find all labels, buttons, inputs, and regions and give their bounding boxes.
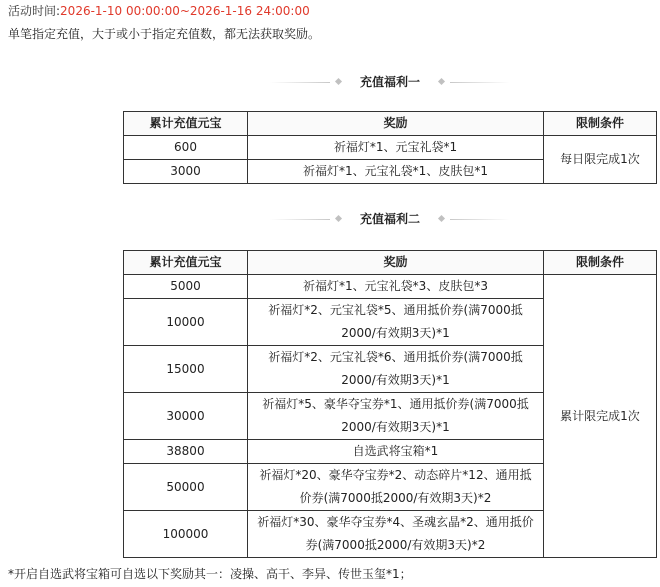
event-time	[8, 3, 310, 19]
section-title-text: 充值福利一	[359, 75, 420, 89]
reward-line: 祈福灯*2、元宝礼袋*5、通用抵价券(满7000抵	[268, 303, 523, 317]
amount-cell: 30000	[124, 393, 248, 440]
amount-cell: 100000	[124, 511, 248, 558]
amount-cell: 50000	[124, 464, 248, 511]
reward-line: 券(满7000抵2000/有效期3天)*2	[305, 538, 486, 552]
table-header-row	[124, 251, 657, 275]
reward-table-2	[123, 250, 657, 558]
amount-cell: 10000	[124, 299, 248, 346]
reward-line: 2000/有效期3天)*1	[341, 373, 450, 387]
section-title-2	[270, 211, 510, 227]
limit-cell: 每日限完成1次	[544, 136, 657, 184]
header-reward: 奖励	[248, 112, 544, 136]
reward-cell	[248, 346, 544, 393]
header-limit: 限制条件	[544, 112, 657, 136]
reward-line: 祈福灯*5、豪华夺宝券*1、通用抵价券(满7000抵	[262, 397, 529, 411]
section-title-1	[270, 74, 510, 90]
reward-cell	[248, 136, 544, 160]
reward-line: 祈福灯*1、元宝礼袋*1	[333, 140, 458, 154]
reward-line: 祈福灯*20、豪华夺宝券*2、动态碎片*12、通用抵	[259, 468, 532, 482]
reward-line: 2000/有效期3天)*1	[341, 420, 450, 434]
event-time-label: 活动时间:	[8, 4, 61, 18]
amount-cell: 600	[124, 136, 248, 160]
reward-cell	[248, 393, 544, 440]
event-time-value: 2026-1-10 00:00:00~2026-1-16 24:00:00	[60, 4, 310, 18]
header-amount: 累计充值元宝	[124, 112, 248, 136]
reward-table-1	[123, 111, 657, 184]
table-row	[124, 275, 657, 299]
reward-cell	[248, 464, 544, 511]
reward-line: 祈福灯*1、元宝礼袋*1、皮肤包*1	[303, 164, 488, 178]
table-row	[124, 136, 657, 160]
header-limit: 限制条件	[544, 251, 657, 275]
limit-cell: 累计限完成1次	[544, 275, 657, 558]
header-reward: 奖励	[248, 251, 544, 275]
reward-line: 自选武将宝箱*1	[352, 444, 439, 458]
title-divider-right	[450, 82, 510, 83]
event-note: 单笔指定充值，大于或小于指定充值数，都无法获取奖励。	[8, 27, 321, 41]
table-header-row	[124, 112, 657, 136]
amount-cell: 3000	[124, 160, 248, 184]
reward-line: 祈福灯*2、元宝礼袋*6、通用抵价券(满7000抵	[268, 350, 523, 364]
header-amount: 累计充值元宝	[124, 251, 248, 275]
reward-line: 祈福灯*30、豪华夺宝券*4、圣魂玄晶*2、通用抵价	[257, 515, 534, 529]
reward-cell	[248, 275, 544, 299]
amount-cell: 15000	[124, 346, 248, 393]
reward-line: 价券(满7000抵2000/有效期3天)*2	[299, 491, 492, 505]
reward-line: 祈福灯*1、元宝礼袋*3、皮肤包*3	[303, 279, 488, 293]
title-divider-right	[450, 219, 510, 220]
reward-cell	[248, 160, 544, 184]
section-title-text: 充值福利二	[359, 212, 420, 226]
reward-line: 2000/有效期3天)*1	[341, 326, 450, 340]
amount-cell: 5000	[124, 275, 248, 299]
footnote: *开启自选武将宝箱可自选以下奖励其一：凌操、高干、李异、传世玉玺*1；	[8, 567, 412, 581]
reward-cell	[248, 299, 544, 346]
reward-cell	[248, 511, 544, 558]
reward-cell	[248, 440, 544, 464]
amount-cell: 38800	[124, 440, 248, 464]
